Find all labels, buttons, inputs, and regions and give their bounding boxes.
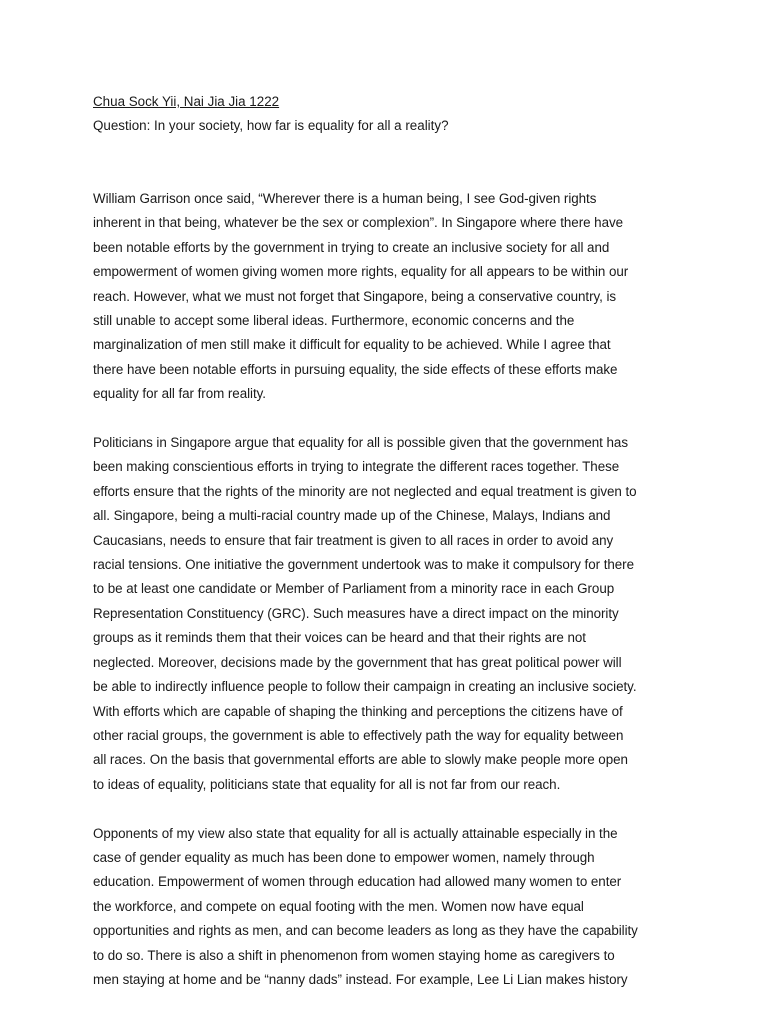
paragraph-line: to do so. There is also a shift in phenomenon from women staying home as caregivers to — [93, 947, 615, 963]
paragraph-line: opportunities and rights as men, and can become leaders as long as they have the capability — [93, 923, 638, 939]
essay-paragraph — [93, 822, 683, 993]
essay-body — [93, 187, 683, 1017]
paragraph-line: racial tensions. One initiative the government undertook was to make it compulsory for there — [93, 557, 634, 573]
paragraph-line: William Garrison once said, “Wherever there is a human being, I see God-given rights — [93, 191, 597, 206]
paragraph-line: case of gender equality as much has been done to empower women, namely through — [93, 849, 595, 865]
document-header — [93, 92, 693, 136]
paragraph-line: education. Empowerment of women through education had allowed many women to enter — [93, 874, 622, 890]
essay-paragraph — [93, 187, 683, 407]
paragraph-line: reach. However, what we must not forget that Singapore, being a conservative country, is — [93, 288, 617, 304]
paragraph-line: inherent in that being, whatever be the sex or complexion”. In Singapore where there have — [93, 215, 624, 231]
paragraph-line: marginalization of men still make it difficult for equality to be achieved. While I agree that — [93, 337, 611, 353]
paragraph-line: to be at least one candidate or Member of Parliament from a minority race in each Group — [93, 581, 615, 597]
paragraph-line: to ideas of equality, politicians state that equality for all is not far from our reach. — [93, 776, 561, 792]
paragraph-line: equality for all far from reality. — [93, 386, 266, 402]
essay-paragraph — [93, 431, 683, 797]
paragraph-line: neglected. Moreover, decisions made by the government that has great political power will — [93, 654, 622, 670]
paragraph-line: With efforts which are capable of shaping the thinking and perceptions the citizens have of — [93, 703, 623, 719]
paragraph-line: Politicians in Singapore argue that equality for all is possible given that the government has — [93, 435, 628, 451]
paragraph-line: Representation Constituency (GRC). Such measures have a direct impact on the minority — [93, 605, 619, 621]
paragraph-line: men staying at home and be “nanny dads” instead. For example, Lee Li Lian makes history — [93, 971, 628, 987]
paragraph-line: been making conscientious efforts in trying to integrate the different races together. These — [93, 459, 620, 475]
paragraph-line: Opponents of my view also state that equality for all is actually attainable especially in the — [93, 825, 618, 841]
paragraph-line: been notable efforts by the government in trying to create an inclusive society for all and — [93, 239, 610, 255]
author-line: Chua Sock Yii, Nai Jia Jia 1222 — [93, 94, 280, 109]
paragraph-line: efforts ensure that the rights of the minority are not neglected and equal treatment is given to — [93, 483, 637, 499]
paragraph-line: groups as it reminds them that their voices can be heard and that their rights are not — [93, 630, 586, 646]
paragraph-line: the workforce, and compete on equal footing with the men. Women now have equal — [93, 898, 584, 914]
paragraph-line: all races. On the basis that governmental efforts are able to slowly make people more open — [93, 752, 628, 768]
essay-question: Question: In your society, how far is equality for all a reality? — [93, 118, 449, 133]
paragraph-line: be able to indirectly influence people to follow their campaign in creating an inclusive society. — [93, 679, 637, 695]
paragraph-line: there have been notable efforts in pursuing equality, the side effects of these efforts make — [93, 361, 618, 377]
paragraph-line: Caucasians, needs to ensure that fair treatment is given to all races in order to avoid any — [93, 532, 614, 548]
paragraph-line: empowerment of women giving women more rights, equality for all appears to be within our — [93, 264, 629, 280]
paragraph-line: all. Singapore, being a multi-racial country made up of the Chinese, Malays, Indians and — [93, 508, 611, 524]
paragraph-line: still unable to accept some liberal ideas. Furthermore, economic concerns and the — [93, 313, 575, 329]
paragraph-line: other racial groups, the government is able to effectively path the way for equality between — [93, 727, 624, 743]
